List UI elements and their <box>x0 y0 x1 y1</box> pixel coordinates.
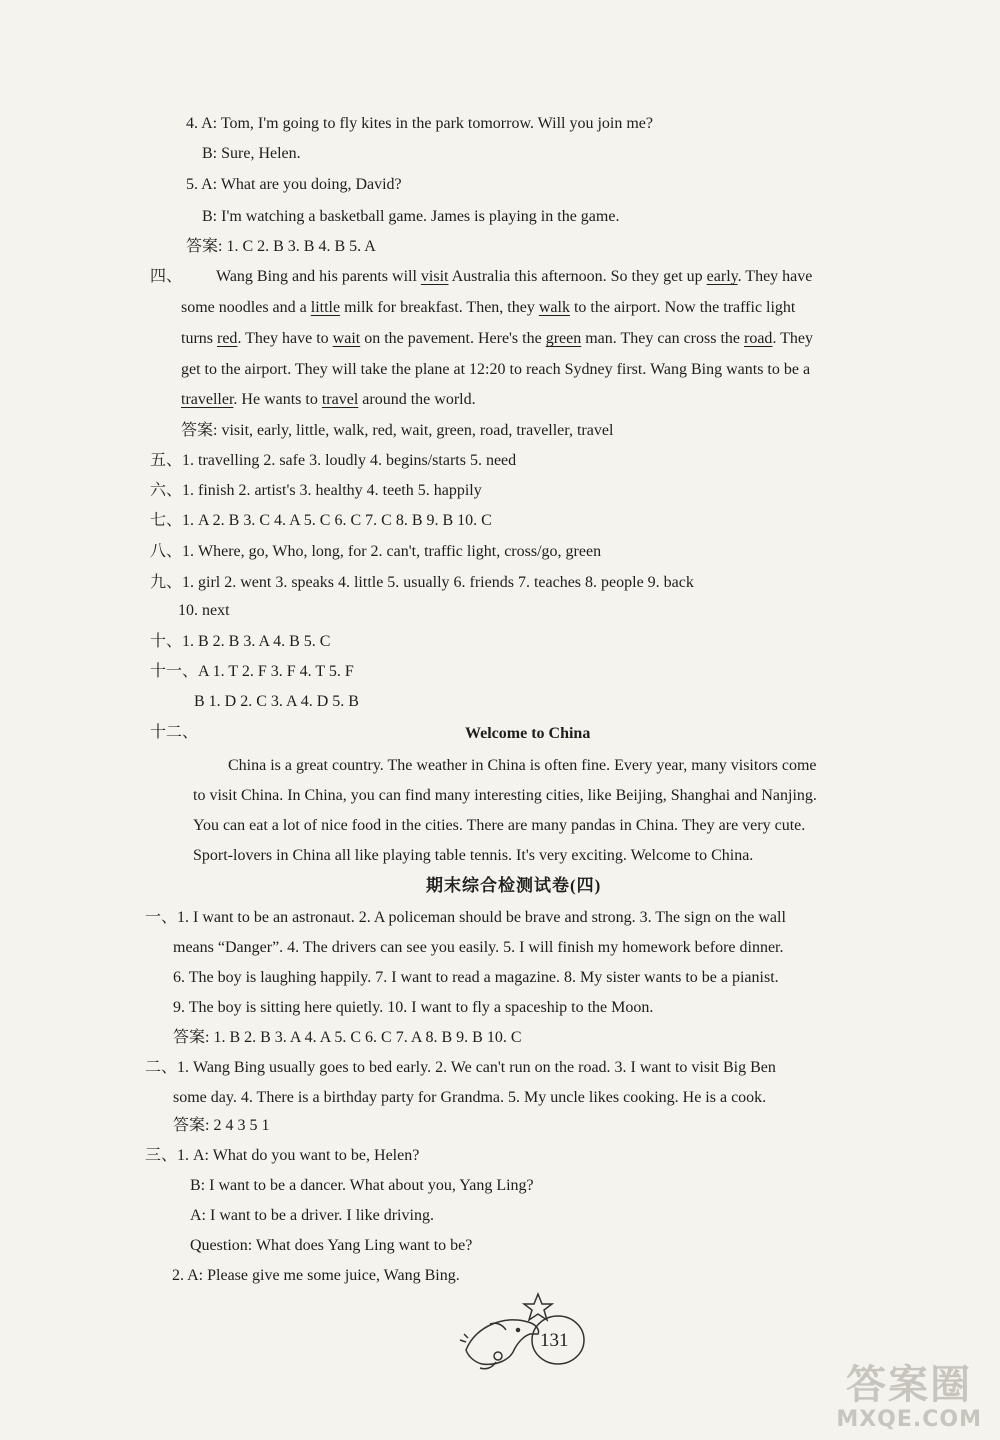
essay-line-4: Sport-lovers in China all like playing table tennis. It's very exciting. Welcome to China. <box>193 847 754 864</box>
passage-line-3 <box>181 328 813 350</box>
underlined-word: little <box>310 299 341 316</box>
passage-line-5 <box>181 389 476 411</box>
section-7: 七、1. A 2. B 3. C 4. A 5. C 6. C 7. C 8. B 9. B 10. C <box>150 512 492 529</box>
section-6: 六、1. finish 2. artist's 3. healthy 4. teeth 5. happily <box>150 482 482 499</box>
text-span: milk for breakfast. Then, they <box>340 299 539 316</box>
section-9-line-1: 九、1. girl 2. went 3. speaks 4. little 5. usually 6. friends 7. teaches 8. people 9. back <box>150 574 694 591</box>
section-4-label: 四、 <box>150 268 183 285</box>
passage-line-1 <box>216 266 812 288</box>
section-5: 五、1. travelling 2. safe 3. loudly 4. begins/starts 5. need <box>150 452 517 469</box>
dolphin-page-number-decoration <box>456 1290 596 1374</box>
exam-1-line-1: 一、1. I want to be an astronaut. 2. A policeman should be brave and strong. 3. The sign on the wall <box>145 909 786 926</box>
text-span: on the pavement. Here's the <box>360 330 546 347</box>
section-12-label: 十二、 <box>150 724 199 741</box>
dialog-5-line-a: 5. A: What are you doing, David? <box>186 176 402 193</box>
underlined-word: green <box>545 330 582 347</box>
underlined-word: travel <box>321 391 359 408</box>
text-span: . They have <box>737 268 813 285</box>
text-span: Australia this afternoon. So they get up <box>448 268 707 285</box>
answer-section-4: 答案: visit, early, little, walk, red, wait, green, road, traveller, travel <box>181 422 614 439</box>
exam-2-answer: 答案: 2 4 3 5 1 <box>173 1117 270 1134</box>
essay-title: Welcome to China <box>465 725 591 742</box>
underlined-word: walk <box>538 299 570 316</box>
watermark <box>836 1363 982 1432</box>
text-span: . They <box>772 330 814 347</box>
section-10: 十、1. B 2. B 3. A 4. B 5. C <box>150 633 331 650</box>
underlined-word: wait <box>332 330 361 347</box>
exam-1-answer: 答案: 1. B 2. B 3. A 4. A 5. C 6. C 7. A 8. B 9. B 10. C <box>173 1029 522 1046</box>
answer-section-3: 答案: 1. C 2. B 3. B 4. B 5. A <box>186 238 376 255</box>
text-span: . They have to <box>237 330 333 347</box>
essay-line-1: China is a great country. The weather in China is often fine. Every year, many visitors come <box>228 757 817 774</box>
exam-3-line-3: A: I want to be a driver. I like driving. <box>190 1207 434 1224</box>
exam-3-line-4: Question: What does Yang Ling want to be? <box>190 1237 473 1254</box>
text-span: around the world. <box>358 391 476 408</box>
text-span: . He wants to <box>233 391 322 408</box>
exam-title: 期末综合检测试卷(四) <box>426 876 602 895</box>
underlined-word: traveller <box>181 391 234 408</box>
exam-1-line-4: 9. The boy is sitting here quietly. 10. I want to fly a spaceship to the Moon. <box>173 999 654 1016</box>
underlined-word: red <box>217 330 238 347</box>
text-span: turns <box>181 330 217 347</box>
underlined-word: visit <box>420 268 449 285</box>
section-11-b: B 1. D 2. C 3. A 4. D 5. B <box>194 693 359 710</box>
exam-3-line-2: B: I want to be a dancer. What about you, Yang Ling? <box>190 1177 534 1194</box>
exam-1-line-2: means “Danger”. 4. The drivers can see you easily. 5. I will finish my homework before dinner. <box>173 939 784 956</box>
section-9-line-2: 10. next <box>178 602 230 619</box>
passage-line-4: get to the airport. They will take the plane at 12:20 to reach Sydney first. Wang Bing wants to be a <box>181 361 811 378</box>
watermark-url: MXQE.COM <box>836 1407 982 1432</box>
essay-line-2: to visit China. In China, you can find many interesting cities, like Beijing, Shanghai and Nanjing. <box>193 787 817 804</box>
section-11-a: 十一、A 1. T 2. F 3. F 4. T 5. F <box>150 663 354 680</box>
underlined-word: early <box>706 268 738 285</box>
exam-2-line-1: 二、1. Wang Bing usually goes to bed early. 2. We can't run on the road. 3. I want to visit Big Ben <box>145 1059 776 1076</box>
watermark-text: 答案圈 <box>846 1362 973 1408</box>
text-span: to the airport. Now the traffic light <box>569 299 796 316</box>
text-span: some noodles and a <box>181 299 311 316</box>
exam-3-line-1: 三、1. A: What do you want to be, Helen? <box>145 1147 420 1164</box>
underlined-word: road <box>744 330 773 347</box>
dialog-5-line-b: B: I'm watching a basketball game. James is playing in the game. <box>202 208 620 225</box>
section-8: 八、1. Where, go, Who, long, for 2. can't, traffic light, cross/go, green <box>150 543 602 560</box>
text-span: Wang Bing and his parents will <box>216 268 421 285</box>
exam-1-line-3: 6. The boy is laughing happily. 7. I want to read a magazine. 8. My sister wants to be a pianist. <box>173 969 779 986</box>
passage-line-2 <box>181 297 795 319</box>
essay-line-3: You can eat a lot of nice food in the cities. There are many pandas in China. They are very cute. <box>193 817 806 834</box>
dialog-4-line-a: 4. A: Tom, I'm going to fly kites in the park tomorrow. Will you join me? <box>186 115 653 132</box>
dialog-4-line-b: B: Sure, Helen. <box>202 145 301 162</box>
star-icon <box>524 1294 552 1320</box>
exam-2-line-2: some day. 4. There is a birthday party for Grandma. 5. My uncle likes cooking. He is a cook. <box>173 1089 767 1106</box>
page-number: 131 <box>540 1330 569 1351</box>
exam-3-line-5: 2. A: Please give me some juice, Wang Bing. <box>172 1267 460 1284</box>
text-span: man. They can cross the <box>581 330 744 347</box>
